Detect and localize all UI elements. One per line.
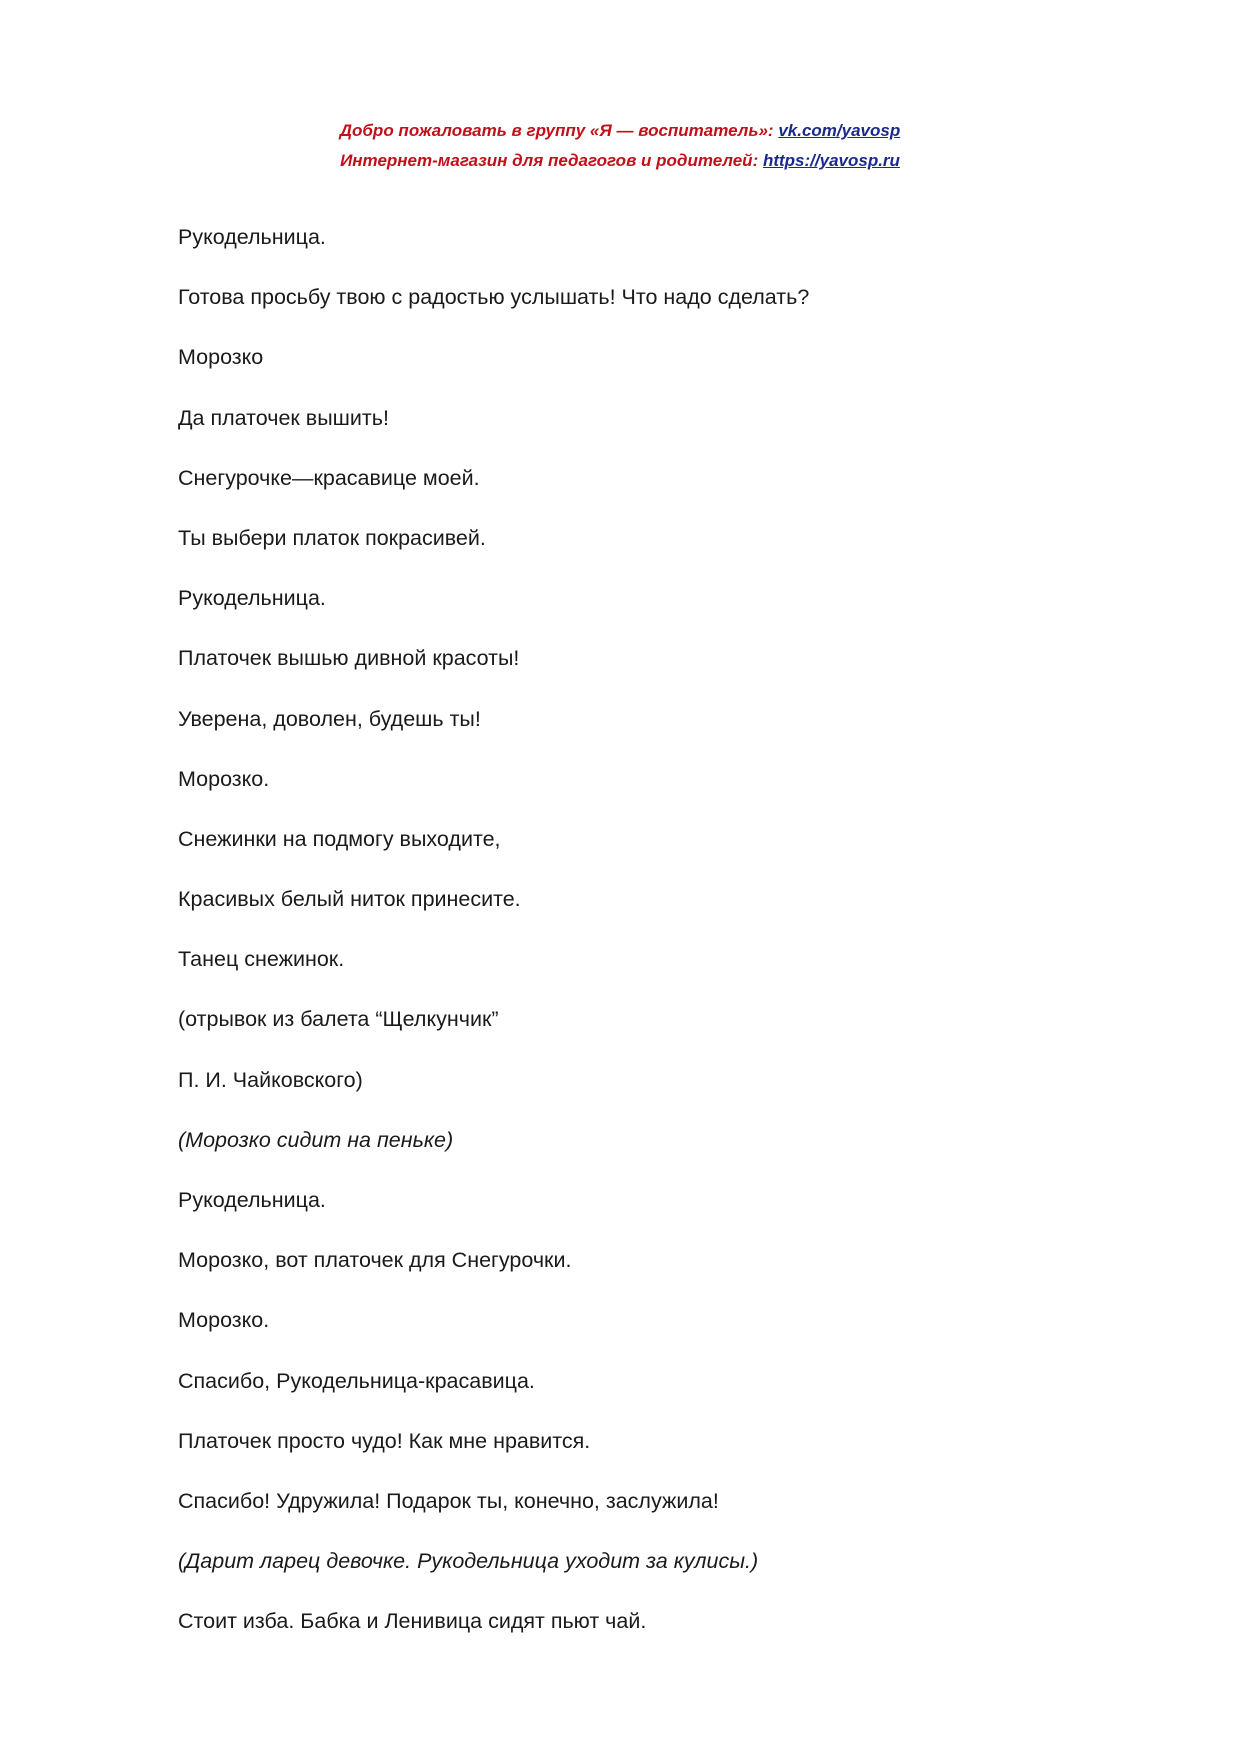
text-line: Спасибо, Рукодельница-красавица.: [178, 1368, 535, 1393]
text-line: Ты выбери платок покрасивей.: [178, 525, 486, 550]
text-line: Снежинки на подмогу выходите,: [178, 826, 501, 851]
text-line: Стоит изба. Бабка и Ленивица сидят пьют чай.: [178, 1609, 647, 1634]
shop-link[interactable]: https://yavosp.ru: [762, 151, 900, 170]
header-line-group: [0, 116, 1240, 146]
text-line: Платочек вышью дивной красоты!: [178, 646, 520, 671]
text-line: Уверена, доволен, будешь ты!: [178, 706, 481, 731]
text-line: Морозко.: [178, 766, 270, 791]
document-body: [178, 222, 1178, 1667]
text-line: (отрывок из балета “Щелкунчик”: [178, 1007, 499, 1032]
text-line: Морозко, вот платочек для Снегурочки.: [178, 1248, 572, 1273]
text-line: Красивых белый ниток принесите.: [178, 887, 521, 912]
text-line: Рукодельница.: [178, 1188, 326, 1212]
header-welcome-text: Добро пожаловать в группу «Я — воспитатель»:: [339, 121, 779, 140]
header-shop-text: Интернет-магазин для педагогов и родителей:: [340, 151, 763, 170]
page-header: [0, 116, 1240, 176]
text-line: Танец снежинок.: [178, 947, 345, 972]
vk-group-link[interactable]: vk.com/yavosp: [778, 121, 901, 140]
text-line: П. И. Чайковского): [178, 1067, 363, 1092]
text-line: Рукодельница.: [178, 225, 326, 249]
text-line: Спасибо! Удружила! Подарок ты, конечно, заслужила!: [178, 1488, 719, 1513]
text-line: Морозко: [178, 345, 264, 370]
stage-direction: (Морозко сидит на пеньке): [178, 1127, 454, 1152]
text-line: Готова просьбу твою с радостью услышать! Что надо сделать?: [178, 285, 810, 310]
stage-direction: (Дарит ларец девочке. Рукодельница уходит за кулисы.): [178, 1549, 759, 1574]
text-line: Рукодельница.: [178, 586, 326, 611]
text-line: Да платочек вышить!: [178, 405, 389, 430]
text-line: Снегурочке—красавице моей.: [178, 465, 480, 490]
header-shop-line: [0, 146, 1240, 176]
text-line: Морозко.: [178, 1308, 270, 1333]
text-line: Платочек просто чудо! Как мне нравится.: [178, 1428, 591, 1453]
